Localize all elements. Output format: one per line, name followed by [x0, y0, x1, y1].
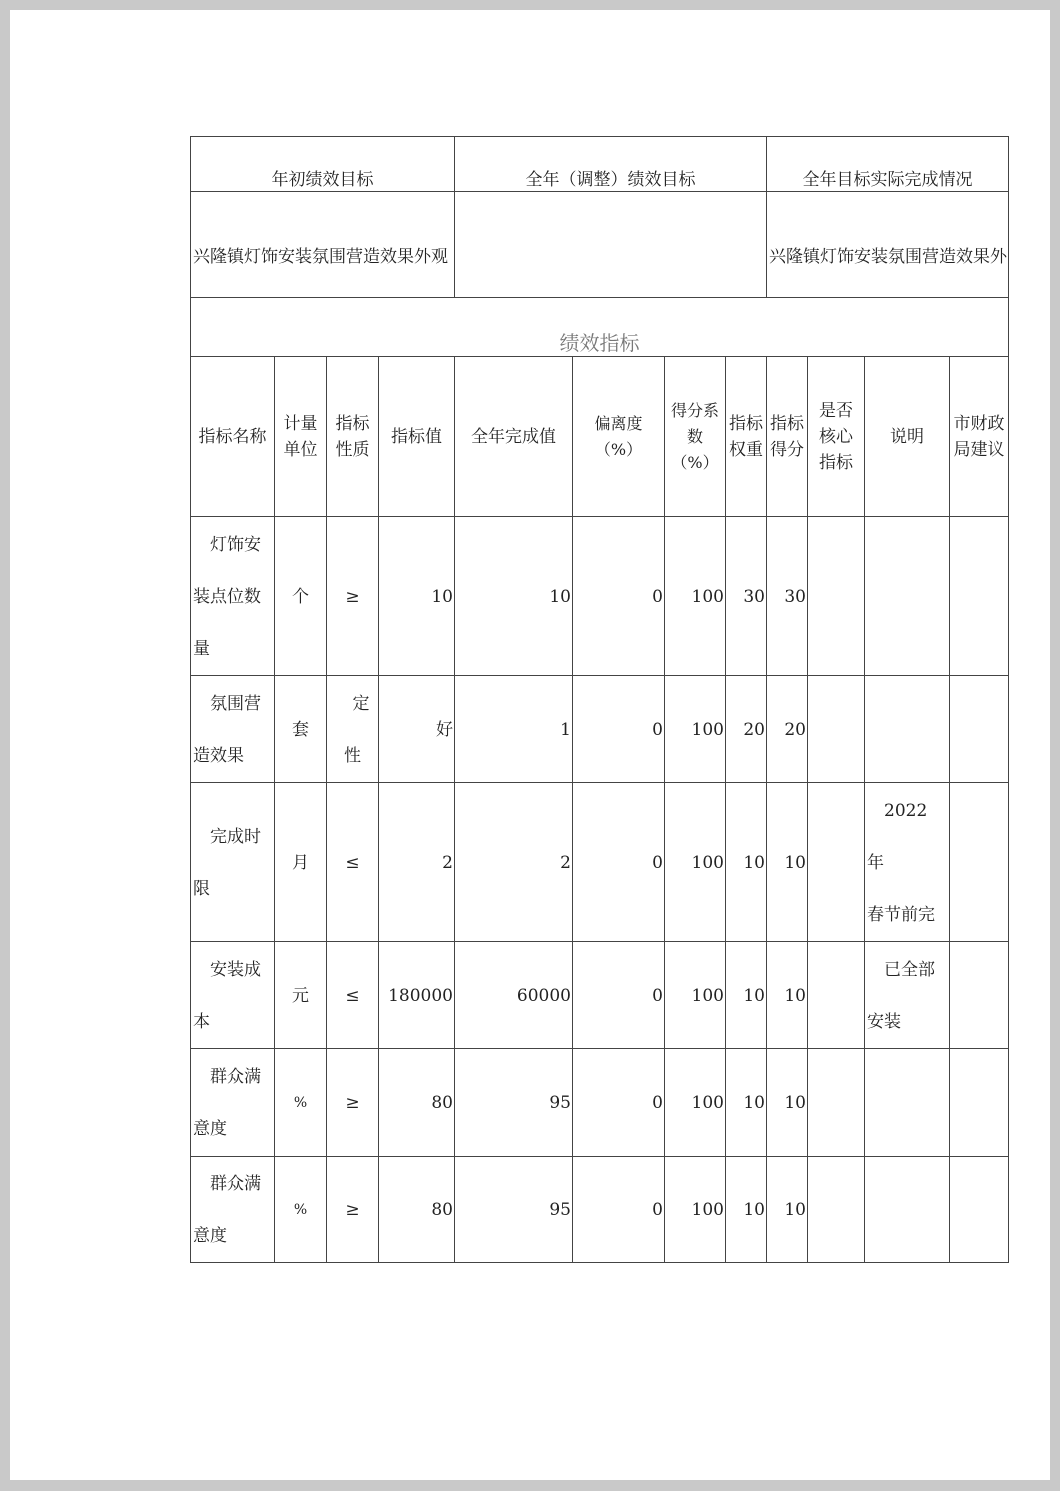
indicator-name: 安装成 本	[193, 960, 261, 1032]
indicator-name: 灯饰安 装点位数 量	[193, 535, 261, 659]
weight-cell: 20	[743, 720, 765, 740]
completed-value-cell: 10	[549, 587, 571, 607]
note-cell	[865, 1049, 949, 1156]
completed-value-cell: 1	[560, 720, 571, 740]
indicator-name: 群众满 意度	[193, 1067, 261, 1139]
advice-cell	[950, 1049, 1008, 1156]
header-adjusted-goal: 全年（调整）绩效目标	[525, 170, 696, 190]
col-core-flag: 是否 核心 指标	[819, 401, 853, 473]
unit-cell: 月	[292, 853, 309, 873]
completed-value-cell: 60000	[516, 986, 571, 1006]
nature-cell: 定 性	[344, 694, 370, 766]
unit-cell: %	[293, 1095, 308, 1111]
weight-cell: 10	[743, 853, 765, 873]
table-rule	[1008, 136, 1009, 1263]
section-title: 绩效指标	[559, 331, 640, 355]
advice-cell	[950, 942, 1008, 1048]
score-cell: 10	[784, 986, 806, 1006]
target-value-cell: 80	[431, 1200, 453, 1220]
advice-cell	[950, 1157, 1008, 1262]
header-initial-goal: 年初绩效目标	[271, 170, 374, 190]
completed-value-cell: 95	[549, 1200, 571, 1220]
completed-value-cell: 2	[560, 853, 571, 873]
target-value-cell: 10	[431, 587, 453, 607]
completed-value-cell: 95	[549, 1093, 571, 1113]
header-actual-completion: 全年目标实际完成情况	[802, 170, 973, 190]
coefficient-cell: 100	[691, 720, 724, 740]
unit-cell: 元	[292, 986, 309, 1006]
core-flag-cell	[808, 783, 864, 941]
indicator-name: 群众满 意度	[193, 1174, 261, 1246]
goal-initial-text: 兴隆镇灯饰安装氛围营造效果外观	[193, 247, 448, 267]
indicator-name: 完成时 限	[193, 827, 261, 899]
col-finance-advice: 市财政 局建议	[953, 414, 1005, 460]
target-value-cell: 180000	[388, 986, 453, 1006]
core-flag-cell	[808, 517, 864, 675]
goal-actual-text: 兴隆镇灯饰安装氛围营造效果外	[769, 247, 1007, 267]
core-flag-cell	[808, 676, 864, 782]
target-value-cell: 好	[436, 720, 453, 740]
coefficient-cell: 100	[691, 1093, 724, 1113]
col-weight: 指标 权重	[729, 414, 763, 460]
goal-adjusted-text	[455, 192, 766, 297]
coefficient-cell: 100	[691, 587, 724, 607]
deviation-cell: 0	[652, 986, 663, 1006]
target-value-cell: 2	[442, 853, 453, 873]
nature-cell: ≤	[345, 986, 360, 1006]
deviation-cell: 0	[652, 720, 663, 740]
score-cell: 20	[784, 720, 806, 740]
nature-cell: ≤	[345, 853, 360, 873]
document-page	[10, 10, 1050, 1480]
note-cell: 已全部 安装	[867, 960, 935, 1032]
col-score-coefficient: 得分系 数 （%）	[670, 401, 719, 472]
indicator-name: 氛围营 造效果	[193, 694, 261, 766]
deviation-cell: 0	[652, 1093, 663, 1113]
weight-cell: 30	[743, 587, 765, 607]
note-cell	[865, 1157, 949, 1262]
unit-cell: 套	[292, 720, 309, 740]
unit-cell: 个	[292, 587, 309, 607]
col-deviation: 偏离度 （%）	[594, 414, 643, 459]
col-nature: 指标 性质	[335, 414, 370, 460]
core-flag-cell	[808, 1049, 864, 1156]
note-cell	[865, 517, 949, 675]
target-value-cell: 80	[431, 1093, 453, 1113]
weight-cell: 10	[743, 986, 765, 1006]
col-indicator-name: 指标名称	[198, 427, 267, 447]
advice-cell	[950, 517, 1008, 675]
nature-cell: ≥	[345, 1093, 360, 1113]
core-flag-cell	[808, 1157, 864, 1262]
note-cell	[865, 676, 949, 782]
col-unit: 计量 单位	[283, 414, 318, 460]
score-cell: 30	[784, 587, 806, 607]
advice-cell	[950, 676, 1008, 782]
note-cell: 2022 年 春节前完	[867, 801, 935, 925]
nature-cell: ≥	[345, 1200, 360, 1220]
score-cell: 10	[784, 853, 806, 873]
advice-cell	[950, 783, 1008, 941]
col-note: 说明	[890, 427, 924, 447]
coefficient-cell: 100	[691, 1200, 724, 1220]
score-cell: 10	[784, 1200, 806, 1220]
col-target-value: 指标值	[391, 427, 442, 447]
weight-cell: 10	[743, 1093, 765, 1113]
weight-cell: 10	[743, 1200, 765, 1220]
table-rule	[190, 1262, 1009, 1263]
score-cell: 10	[784, 1093, 806, 1113]
col-score: 指标 得分	[770, 414, 804, 460]
unit-cell: %	[293, 1202, 308, 1218]
coefficient-cell: 100	[691, 853, 724, 873]
nature-cell: ≥	[345, 587, 360, 607]
col-completed-value: 全年完成值	[471, 427, 556, 447]
deviation-cell: 0	[652, 1200, 663, 1220]
coefficient-cell: 100	[691, 986, 724, 1006]
core-flag-cell	[808, 942, 864, 1048]
deviation-cell: 0	[652, 853, 663, 873]
deviation-cell: 0	[652, 587, 663, 607]
